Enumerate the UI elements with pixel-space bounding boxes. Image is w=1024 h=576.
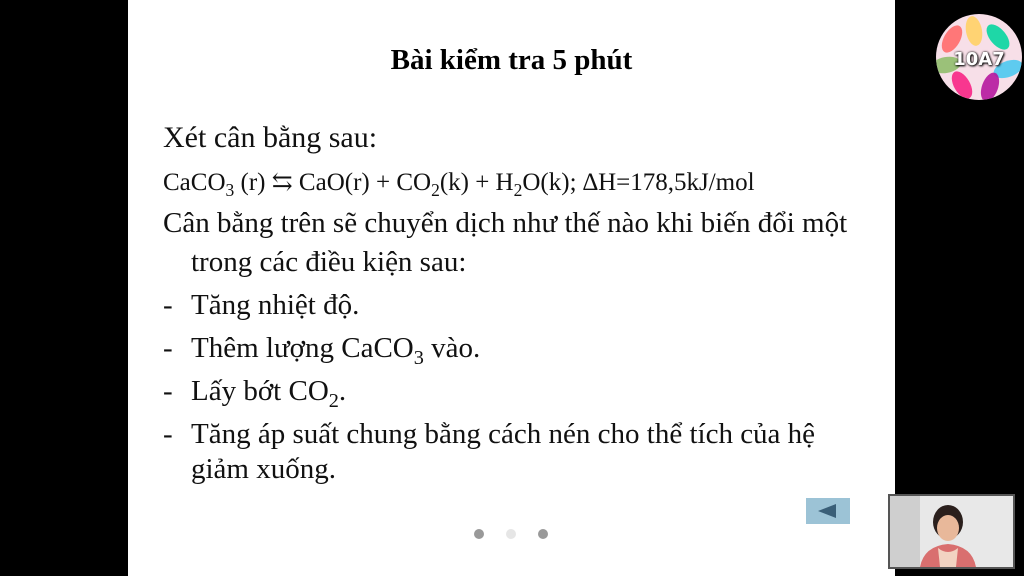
dot-icon <box>506 529 516 539</box>
bullet-dash: - <box>163 418 173 450</box>
bullet-item <box>163 417 883 487</box>
bullet-text <box>191 417 815 487</box>
slide-progress-dots <box>472 529 552 541</box>
bullet-text: Tăng nhiệt độ. <box>191 289 360 321</box>
petal-icon <box>948 68 977 100</box>
eq-part: O(k); ∆H=178,5kJ/mol <box>522 169 755 196</box>
bullet-dash: - <box>163 332 173 364</box>
presenter-video-icon <box>890 496 1013 567</box>
bullet-subscript: 3 <box>413 347 424 370</box>
bullet-item <box>163 331 883 370</box>
eq-part: CaCO <box>163 169 226 196</box>
eq-subscript: 2 <box>431 180 440 201</box>
previous-slide-button[interactable] <box>806 498 850 524</box>
webcam-thumbnail[interactable] <box>888 494 1015 569</box>
arrow-left-icon <box>818 504 836 518</box>
eq-part: (r) ⇆ CaO(r) + CO <box>234 169 432 196</box>
slide <box>128 0 895 576</box>
eq-part: (k) + H <box>439 169 514 196</box>
question-line-1: Cân bằng trên sẽ chuyển dịch như thế nào khi biến đổi một <box>163 207 848 239</box>
dot-icon <box>538 529 548 539</box>
slide-title: Bài kiểm tra 5 phút <box>390 44 633 76</box>
bullet-text-part: . <box>338 375 347 407</box>
bullet-text <box>191 331 481 370</box>
bullet-text-part: Thêm lượng CaCO <box>191 332 414 364</box>
eq-subscript: 3 <box>225 180 235 201</box>
bullet-subscript: 2 <box>328 390 339 413</box>
slide-content <box>163 120 883 487</box>
bullet-dash: - <box>163 375 173 407</box>
eq-subscript: 2 <box>513 180 523 201</box>
dot-icon <box>474 529 484 539</box>
intro-text: Xét cân bằng sau: <box>163 121 378 154</box>
chemical-equation <box>163 165 883 200</box>
bullet-dash: - <box>163 289 173 321</box>
bullet-text <box>191 374 347 413</box>
bullet-text-line: Tăng áp suất chung bằng cách nén cho thể tích của hệ <box>191 418 816 450</box>
logo-label: 10A7 <box>953 49 1005 70</box>
bullet-text-part: vào. <box>423 332 481 364</box>
question-line-2: trong các điều kiện sau: <box>191 246 467 278</box>
bullet-text-part: Lấy bớt CO <box>191 375 329 407</box>
bullet-item <box>163 288 883 323</box>
bullet-item <box>163 374 883 413</box>
class-logo <box>936 14 1022 100</box>
petal-icon <box>964 15 985 47</box>
bullet-text-line: giảm xuống. <box>191 453 336 485</box>
